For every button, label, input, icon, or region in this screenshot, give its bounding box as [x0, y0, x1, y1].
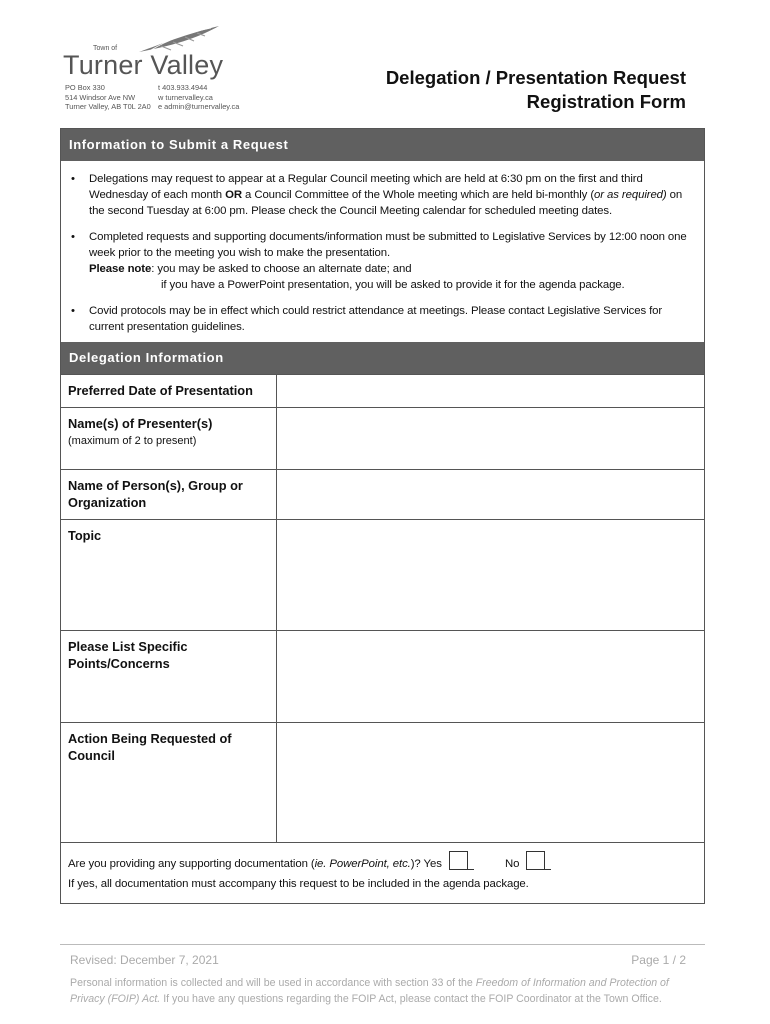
preferred-date-field[interactable] [277, 375, 704, 407]
row-presenters [61, 407, 704, 469]
bullet-icon: • [71, 231, 75, 243]
bullet-icon: • [71, 305, 75, 317]
logo-contact: t 403.933.4944 w turnervalley.ca e admin@turnervalley.ca [158, 83, 240, 112]
form-title: Delegation / Presentation Request Registration Form [385, 67, 686, 112]
presenters-label: Name(s) of Presenter(s) (maximum of 2 to present) [61, 408, 277, 469]
row-topic [61, 519, 704, 630]
logo-town-text: Town of [93, 45, 118, 52]
points-label: Please List Specific Points/Concerns [61, 631, 277, 722]
row-organization [61, 469, 704, 519]
foip-notice: Personal information is collected and will be used in accordance with section 33 of the Freedom of Information and Protection of Privacy (FOIP) Act. If you have any questions regarding the FOIP Act, please contact the FOIP Coordinator at the Town Office. [70, 977, 669, 1005]
no-checkbox[interactable] [526, 851, 545, 870]
page-number: Page 1 / 2 [631, 953, 686, 967]
info-bullet-deadline: • Completed requests and supporting documents/information must be submitted to Legislative Services by 12:00 noon one week prior to the meeting you wish to make the presentation. Please note: you may be asked to choose an alternate date; and if you have a PowerPoint presentation, you will be asked to provide it for the agenda package. [71, 231, 687, 291]
info-section-heading: Information to Submit a Request [61, 129, 704, 161]
yes-checkbox[interactable] [449, 851, 468, 870]
supporting-docs-question: Are you providing any supporting documentation (ie. PowerPoint, etc.)? Yes No [68, 851, 569, 872]
logo-address: PO Box 330 514 Windsor Ave NW Turner Valley, AB T0L 2A0 [65, 83, 151, 112]
organization-field[interactable] [277, 470, 704, 519]
supporting-docs-followup: If yes, all documentation must accompany this request to be included in the agenda package. [68, 878, 529, 890]
action-field[interactable] [277, 723, 704, 842]
revised-date: Revised: December 7, 2021 [70, 953, 219, 967]
no-label: No [504, 858, 520, 870]
request-form [60, 128, 705, 904]
topic-field[interactable] [277, 520, 704, 630]
topic-label: Topic [61, 520, 277, 630]
row-supporting-docs [61, 842, 704, 904]
row-action [61, 722, 704, 842]
info-bullet-covid: • Covid protocols may be in effect which could restrict attendance at meetings. Please contact Legislative Services for current presentation guidelines. [71, 305, 663, 333]
action-label: Action Being Requested of Council [61, 723, 277, 842]
town-logo [63, 24, 263, 114]
delegation-section-heading: Delegation Information [61, 342, 704, 374]
row-points [61, 630, 704, 722]
bullet-icon: • [71, 173, 75, 185]
row-preferred-date [61, 374, 704, 407]
points-field[interactable] [277, 631, 704, 722]
presenters-field[interactable] [277, 408, 704, 469]
footer-divider [60, 944, 705, 945]
logo-name-text: Turner Valley [63, 50, 224, 80]
organization-label: Name of Person(s), Group or Organization [61, 470, 277, 519]
presenters-sublabel: (maximum of 2 to present) [68, 434, 197, 447]
preferred-date-label: Preferred Date of Presentation [61, 375, 277, 407]
info-bullet-meetings: • Delegations may request to appear at a Regular Council meeting which are held at 6:30 pm on the first and third Wednesday of each month OR a Council Committee of the Whole meeting which are held bi-monthly (or as required) on the second Tuesday at 6:00 pm. Please check the Council Meeting calendar for scheduled meeting dates. [71, 173, 683, 217]
